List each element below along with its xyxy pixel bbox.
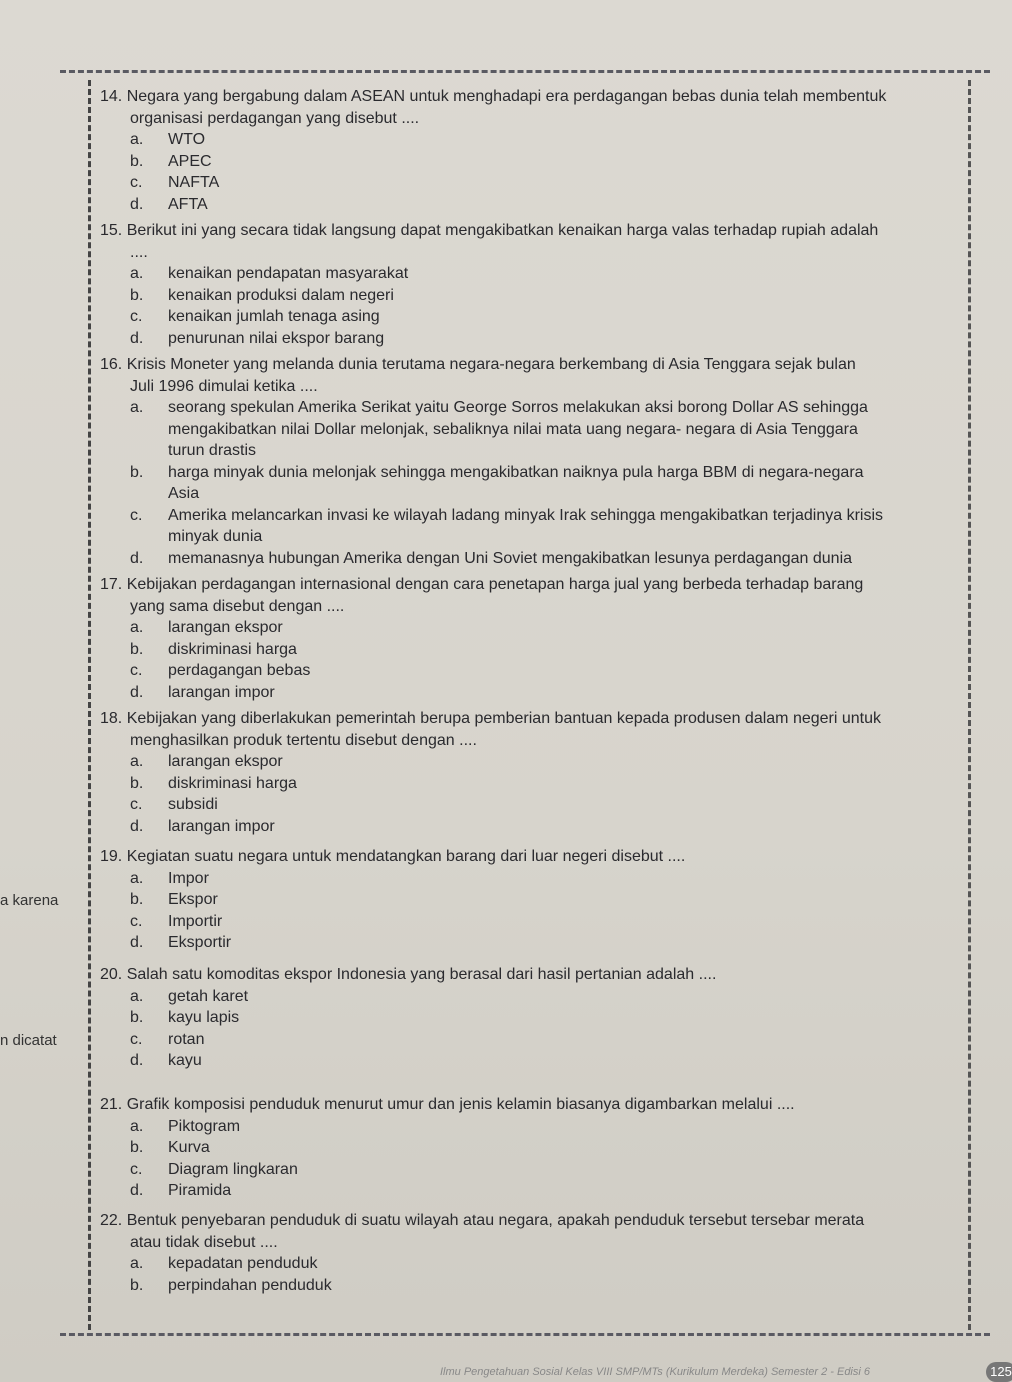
option: a. Impor [130, 869, 209, 887]
question-stem: Krisis Moneter yang melanda dunia terutama negara-negara berkembang di Asia Tenggara sejak bulan [126, 356, 856, 373]
option: b. APEC [130, 152, 212, 170]
option: c. Importir [130, 912, 223, 930]
option: c. kenaikan jumlah tenaga asing [130, 308, 380, 325]
question-stem: Kegiatan suatu negara untuk mendatangkan barang dari luar negeri disebut .... [126, 848, 686, 865]
question-stem: Kebijakan perdagangan internasional dengan cara penetapan harga jual yang berbeda terhadap barang [126, 576, 864, 593]
question-number: 19. [100, 848, 123, 865]
option: c. Amerika melancarkan invasi ke wilayah ladang minyak Irak sehingga mengakibatkan terjadinya krisis [130, 506, 884, 524]
option: c. rotan [130, 1030, 205, 1048]
footer-text: Ilmu Pengetahuan Sosial Kelas VIII SMP/MTs (Kurikulum Merdeka) Semester 2 - Edisi 6 [440, 1366, 870, 1378]
option: a. kenaikan pendapatan masyarakat [130, 265, 409, 282]
option: a. larangan ekspor [130, 619, 283, 636]
option: a. WTO [130, 131, 206, 148]
question-stem: Grafik komposisi penduduk menurut umur dan jenis kelamin biasanya digambarkan melalui .... [126, 1096, 795, 1113]
option: b. kayu lapis [130, 1009, 240, 1026]
question-number: 18. [100, 710, 123, 727]
question-stem-cont: organisasi perdagangan yang disebut .... [130, 109, 420, 127]
left-dashed-rule [88, 80, 91, 1330]
question-number: 16. [100, 356, 123, 373]
option: b. harga minyak dunia melonjak sehingga mengakibatkan naiknya pula harga BBM di negara-negara [130, 463, 864, 481]
option: c. subsidi [130, 796, 218, 813]
question-19 [100, 846, 970, 954]
question-stem-cont: yang sama disebut dengan .... [130, 597, 345, 615]
option: a. seorang spekulan Amerika Serikat yaitu George Sorros melakukan aksi borong Dollar AS sehingga [130, 399, 868, 416]
question-20 [100, 964, 970, 1072]
option: d. Eksportir [130, 934, 232, 951]
question-15 [100, 220, 970, 349]
question-number: 15. [100, 222, 123, 239]
option: a. kepadatan penduduk [130, 1255, 318, 1272]
option: c. Diagram lingkaran [130, 1160, 298, 1178]
option: c. perdagangan bebas [130, 662, 311, 679]
option: d. kayu [130, 1052, 202, 1069]
option: b. diskriminasi harga [130, 774, 297, 792]
option: b. kenaikan produksi dalam negeri [130, 286, 394, 304]
question-stem: Berikut ini yang secara tidak langsung dapat mengakibatkan kenaikan harga valas terhadap rupiah adalah [126, 222, 879, 239]
side-text-1: a karena [0, 892, 59, 909]
question-stem: Salah satu komoditas ekspor Indonesia yang berasal dari hasil pertanian adalah .... [126, 966, 717, 983]
question-stem-cont: Juli 1996 dimulai ketika .... [130, 377, 318, 395]
question-stem-cont: atau tidak disebut .... [130, 1233, 278, 1251]
question-number: 21. [100, 1096, 123, 1113]
option: b. Kurva [130, 1139, 210, 1156]
question-number: 17. [100, 576, 123, 593]
question-stem: Kebijakan yang diberlakukan pemerintah berupa pemberian bantuan kepada produsen dalam negeri untuk [126, 710, 882, 727]
question-number: 22. [100, 1212, 123, 1229]
question-stem-cont: menghasilkan produk tertentu disebut dengan .... [130, 731, 477, 749]
question-stem: Bentuk penyebaran penduduk di suatu wilayah atau negara, apakah penduduk tersebut tersebar merata [126, 1212, 865, 1229]
option: b. perpindahan penduduk [130, 1276, 332, 1294]
option: a. getah karet [130, 987, 249, 1005]
option: d. penurunan nilai ekspor barang [130, 329, 385, 347]
option: d. AFTA [130, 195, 208, 213]
question-number: 14. [100, 88, 123, 105]
option: d. larangan impor [130, 683, 275, 701]
question-22 [100, 1210, 970, 1296]
side-text-2: n dicatat [0, 1032, 57, 1049]
question-stem: Negara yang bergabung dalam ASEAN untuk menghadapi era perdagangan bebas dunia telah membentuk [126, 88, 887, 105]
option: c. NAFTA [130, 174, 220, 191]
option: a. larangan ekspor [130, 753, 283, 770]
question-21 [100, 1094, 970, 1202]
option: b. diskriminasi harga [130, 640, 297, 658]
option: d. larangan impor [130, 817, 275, 835]
option: a. Piktogram [130, 1117, 241, 1135]
question-stem-cont: .... [130, 243, 148, 261]
question-18 [100, 708, 970, 837]
question-17 [100, 574, 970, 703]
option: b. Ekspor [130, 891, 218, 908]
option: d. Piramida [130, 1182, 232, 1199]
page-number: 125 [986, 1362, 1012, 1382]
option: d. memanasnya hubungan Amerika dengan Uni Soviet mengakibatkan lesunya perdagangan dunia [130, 549, 853, 567]
question-16: 16. Krisis Moneter yang melanda dunia terutama negara-negara berkembang di Asia Tenggara sejak bulan Juli 1996 dimulai ketika .... a. seorang spekulan Amerika Serikat yaitu George Sorros melakukan aksi borong Dollar AS sehingga mengakibatkan nilai Dollar melonjak, sebaliknya nilai mata uang negara- negara di Asia Tenggara turun drastis b. harga minyak dunia melonjak sehingga mengakibatkan naiknya pula harga BBM di negara-negara Asia c. Amerika melancarkan invasi ke wilayah ladang minyak Irak sehingga mengakibatkan terjadinya krisis minyak dunia d. memanasnya hubungan Amerika dengan Uni Soviet mengakibatkan lesunya perdagangan dunia [100, 354, 970, 569]
question-number: 20. [100, 966, 123, 983]
question-14 [100, 86, 970, 215]
